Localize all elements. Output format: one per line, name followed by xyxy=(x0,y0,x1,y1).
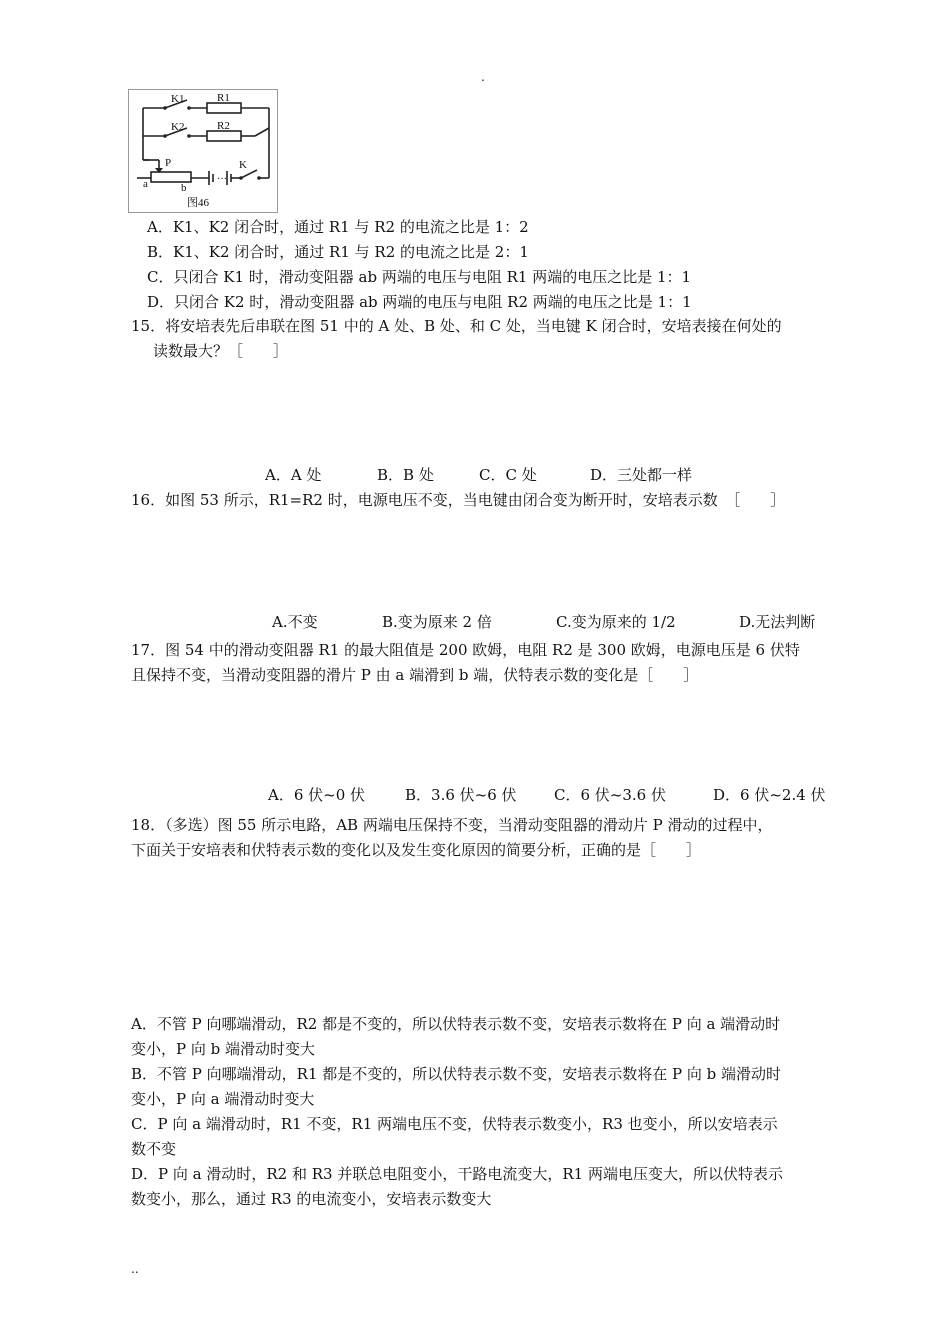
q18-option-c-line1: C．P 向 a 端滑动时，R1 不变，R1 两端电压不变，伏特表示数变小，R3 也变小，所以安培表示 xyxy=(131,1115,778,1133)
p-label: P xyxy=(165,157,172,169)
q15-option-b: B．B 处 xyxy=(377,466,434,484)
q14-option-a: A．K1、K2 闭合时，通过 R1 与 R2 的电流之比是 1：2 xyxy=(147,218,529,236)
q17-option-a: A．6 伏~0 伏 xyxy=(268,786,366,804)
q17-option-b: B．3.6 伏~6 伏 xyxy=(405,786,517,804)
q17-stem-line1: 17．图 54 中的滑动变阻器 R1 的最大阻值是 200 欧姆，电阻 R2 是 300 欧姆，电源电压是 6 伏特 xyxy=(131,641,800,659)
q15-stem-line2: 读数最大？［ ］ xyxy=(153,342,289,360)
r2-label: R2 xyxy=(217,120,230,132)
q18-stem-line1: 18．（多选）图 55 所示电路，AB 两端电压保持不变，当滑动变阻器的滑动片 P 滑动的过程中， xyxy=(131,816,773,834)
q17-stem-line2: 且保持不变，当滑动变阻器的滑片 P 由 a 端滑到 b 端，伏特表示数的变化是［ ］ xyxy=(131,666,699,684)
q14-option-d: D．只闭合 K2 时，滑动变阻器 ab 两端的电压与电阻 R2 两端的电压之比是 1：1 xyxy=(147,293,692,311)
q16-options xyxy=(0,611,950,633)
q16-option-b: B.变为原来 2 倍 xyxy=(382,613,492,631)
figure-caption: 图46 xyxy=(187,197,209,209)
k-label: K xyxy=(239,159,247,171)
r1-label: R1 xyxy=(217,92,230,104)
q18-option-d-line2: 数变小，那么，通过 R3 的电流变小，安培表示数变大 xyxy=(131,1190,492,1208)
q17-option-d: D．6 伏~2.4 伏 xyxy=(713,786,826,804)
k1-label: K1 xyxy=(171,93,185,105)
q15-option-a: A．A 处 xyxy=(265,466,322,484)
q16-option-c: C.变为原来的 1/2 xyxy=(556,613,676,631)
q14-option-c: C．只闭合 K1 时，滑动变阻器 ab 两端的电压与电阻 R1 两端的电压之比是 1：1 xyxy=(147,268,692,286)
q18-option-b-line2: 变小，P 向 a 端滑动时变大 xyxy=(131,1090,315,1108)
header-mark: . xyxy=(481,70,485,84)
footer-mark: .. xyxy=(131,1262,139,1276)
q18-option-c-line2: 数不变 xyxy=(131,1140,177,1158)
a-label: a xyxy=(143,178,148,190)
q15-options xyxy=(0,464,950,486)
q17-option-c: C．6 伏~3.6 伏 xyxy=(554,786,666,804)
q18-option-a-line1: A．不管 P 向哪端滑动，R2 都是不变的，所以伏特表示数不变，安培表示数将在 P 向 a 端滑动时 xyxy=(131,1015,781,1033)
q16-stem-line1: 16．如图 53 所示，R1=R2 时，电源电压不变，当电键由闭合变为断开时，安培表示数 ［ ］ xyxy=(131,491,786,509)
q15-option-d: D．三处都一样 xyxy=(590,466,693,484)
q14-option-b: B．K1、K2 闭合时，通过 R1 与 R2 的电流之比是 2：1 xyxy=(147,243,529,261)
q15-option-c: C．C 处 xyxy=(479,466,537,484)
q18-option-a-line2: 变小，P 向 b 端滑动时变大 xyxy=(131,1040,316,1058)
q15-stem-line1: 15．将安培表先后串联在图 51 中的 A 处、B 处、和 C 处，当电键 K 闭合时，安培表接在何处的 xyxy=(131,317,782,335)
k2-label: K2 xyxy=(171,121,185,133)
q16-option-d: D.无法判断 xyxy=(739,613,816,631)
q16-option-a: A.不变 xyxy=(272,613,318,631)
circuit-figure-46 xyxy=(128,89,278,213)
q18-option-b-line1: B．不管 P 向哪端滑动，R1 都是不变的，所以伏特表示数不变，安培表示数将在 P 向 b 端滑动时 xyxy=(131,1065,782,1083)
q18-stem-line2: 下面关于安培表和伏特表示数的变化以及发生变化原因的简要分析，正确的是［ ］ xyxy=(131,841,702,859)
q18-option-d-line1: D．P 向 a 滑动时，R2 和 R3 并联总电阻变小，干路电流变大，R1 两端电压变大，所以伏特表示 xyxy=(131,1165,783,1183)
q17-options xyxy=(0,784,950,806)
b-label: b xyxy=(181,182,187,194)
svg-text:···: ··· xyxy=(217,174,227,185)
